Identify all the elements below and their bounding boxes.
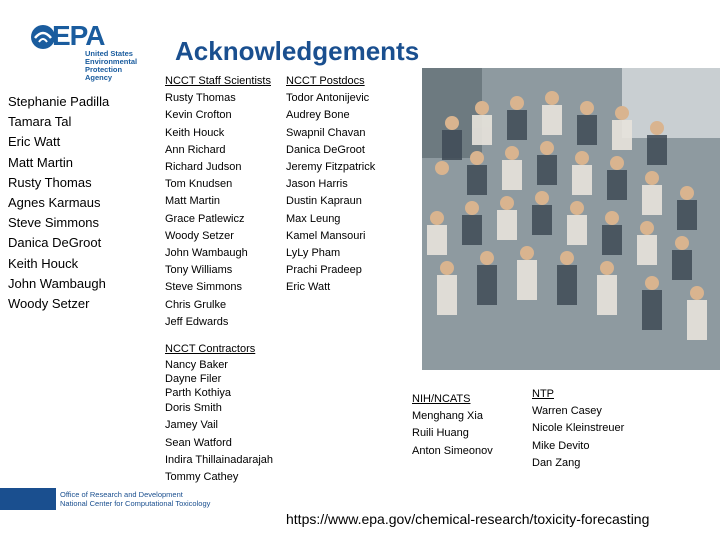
list-item: Ann Richard bbox=[165, 143, 226, 156]
list-item: Sean Watford bbox=[165, 436, 232, 449]
list-item: Eric Watt bbox=[286, 281, 331, 294]
list-item: Audrey Bone bbox=[286, 109, 350, 122]
source-url-link[interactable]: https://www.epa.gov/chemical-research/toxicity-forecasting bbox=[286, 511, 650, 527]
list-item: Chris Grulke bbox=[165, 298, 227, 311]
list-item: Menghang Xia bbox=[412, 410, 483, 423]
nih-header: NIH/NCATS bbox=[412, 393, 471, 405]
list-item: Parth Kothiya bbox=[165, 387, 232, 400]
list-item: Tamara Tal bbox=[8, 114, 72, 130]
list-item: Stephanie Padilla bbox=[8, 94, 110, 109]
list-item: Jamey Vail bbox=[165, 419, 218, 432]
contractors-header: NCCT Contractors bbox=[165, 343, 256, 355]
list-item: Warren Casey bbox=[532, 405, 602, 418]
staff-header: NCCT Staff Scientists bbox=[165, 75, 271, 87]
list-item: Nancy Baker bbox=[165, 359, 228, 372]
agency-name: United States Environmental Protection Agency bbox=[85, 49, 138, 82]
list-item: Dustin Kapraun bbox=[286, 195, 362, 208]
list-item: Jeremy Fitzpatrick bbox=[286, 161, 376, 174]
list-item: Richard Judson bbox=[165, 161, 242, 174]
ntp-list bbox=[532, 386, 624, 472]
postdocs-header: NCCT Postdocs bbox=[286, 75, 365, 87]
list-item: Kevin Crofton bbox=[165, 109, 232, 122]
postdocs-list bbox=[286, 73, 375, 297]
list-item: Eric Watt bbox=[8, 134, 61, 150]
epa-wordmark: EPA bbox=[52, 20, 105, 51]
list-item: Indira Thillainadarajah bbox=[165, 453, 274, 466]
list-item: Keith Houck bbox=[8, 255, 79, 271]
list-item: Jason Harris bbox=[286, 178, 348, 191]
list-item: Mike Devito bbox=[532, 439, 590, 452]
list-item: Todor Antonijevic bbox=[286, 92, 370, 105]
list-item: Woody Setzer bbox=[165, 229, 234, 242]
list-item: Keith Houck bbox=[165, 126, 225, 139]
list-item: Ruili Huang bbox=[412, 427, 469, 440]
staff-scientists-list bbox=[165, 73, 271, 331]
list-item: Matt Martin bbox=[165, 195, 221, 208]
footer-line-1: Office of Research and Development bbox=[60, 490, 183, 499]
epa-logo bbox=[30, 22, 165, 80]
nih-ncats-list bbox=[412, 391, 493, 460]
list-item: Danica DeGroot bbox=[8, 235, 102, 251]
list-item: Matt Martin bbox=[8, 154, 74, 170]
list-item: John Wambaugh bbox=[8, 275, 106, 291]
list-item: Anton Simeonov bbox=[412, 444, 493, 457]
list-item: Nicole Kleinstreuer bbox=[532, 422, 625, 435]
list-item: Woody Setzer bbox=[8, 296, 90, 312]
list-item: John Wambaugh bbox=[165, 247, 248, 260]
list-item: LyLy Pham bbox=[286, 247, 341, 260]
list-item: Agnes Karmaus bbox=[8, 195, 101, 211]
group-photo bbox=[422, 68, 720, 370]
contractors-list bbox=[165, 341, 273, 486]
group-photo-image bbox=[422, 68, 720, 370]
list-item: Rusty Thomas bbox=[165, 92, 236, 105]
list-item: Kamel Mansouri bbox=[286, 229, 366, 242]
list-item: Max Leung bbox=[286, 212, 341, 225]
footer-org bbox=[60, 490, 210, 508]
left-names-list bbox=[8, 92, 109, 314]
list-item: Tom Knudsen bbox=[165, 178, 233, 191]
footer-line-2: National Center for Computational Toxicology bbox=[60, 499, 211, 508]
list-item: Steve Simmons bbox=[8, 215, 100, 231]
list-item: Grace Patlewicz bbox=[165, 212, 245, 225]
list-item: Rusty Thomas bbox=[8, 174, 92, 190]
list-item: Tony Williams bbox=[165, 264, 233, 277]
list-item: Tommy Cathey bbox=[165, 471, 239, 484]
ntp-header: NTP bbox=[532, 388, 554, 400]
list-item: Swapnil Chavan bbox=[286, 126, 366, 139]
list-item: Danica DeGroot bbox=[286, 143, 365, 156]
list-item: Dan Zang bbox=[532, 456, 581, 469]
list-item: Steve Simmons bbox=[165, 281, 243, 294]
list-item: Doris Smith bbox=[165, 402, 222, 415]
page-title: Acknowledgements bbox=[175, 36, 420, 66]
list-item: Jeff Edwards bbox=[165, 315, 229, 328]
footer-accent-bar bbox=[0, 488, 56, 510]
list-item: Dayne Filer bbox=[165, 373, 222, 386]
list-item: Prachi Pradeep bbox=[286, 264, 362, 277]
